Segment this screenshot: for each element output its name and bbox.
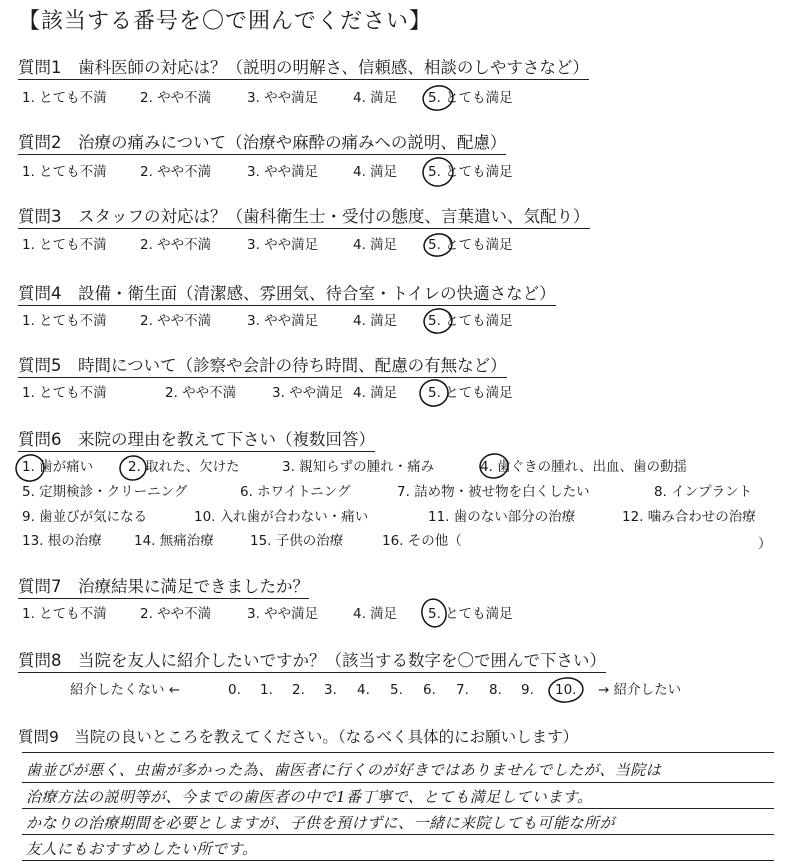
q6-option-16[interactable]: 16. その他（	[382, 533, 462, 549]
q1-option-3[interactable]: 3. やや満足	[247, 90, 319, 106]
q3-option-4[interactable]: 4. 満足	[353, 237, 398, 253]
q2-option-5[interactable]: 5. とても満足	[428, 164, 513, 180]
q6-option-3[interactable]: 3. 親知らずの腫れ・痛み	[282, 459, 435, 475]
q9-answer-line-2: 治療方法の説明等が、今までの歯医者の中で1番丁寧で、とても満足しています。	[26, 788, 593, 806]
q6-option-14[interactable]: 14. 無痛治療	[134, 533, 214, 549]
q8-right-label: → 紹介したい	[598, 682, 682, 698]
q6-option-10[interactable]: 10. 入れ歯が合わない・痛い	[194, 509, 369, 525]
q5-option-5[interactable]: 5. とても満足	[428, 385, 513, 401]
q8-scale-8[interactable]: 8.	[489, 682, 502, 698]
q8-scale-4[interactable]: 4.	[357, 682, 370, 698]
q2-option-1[interactable]: 1. とても不満	[22, 164, 107, 180]
q9-answer-line-4: 友人にもおすすめしたい所です。	[26, 840, 258, 858]
q3-option-5[interactable]: 5. とても満足	[428, 237, 513, 253]
question-2-label: 質問2 治療の痛みについて（治療や麻酔の痛みへの説明、配慮）	[18, 133, 506, 155]
q6-option-15[interactable]: 15. 子供の治療	[250, 533, 344, 549]
question-9-label: 質問9 当院の良いところを教えてください。（なるべく具体的にお願いします）	[18, 728, 579, 746]
question-4-label: 質問4 設備・衛生面（清潔感、雰囲気、待合室・トイレの快適さなど）	[18, 284, 556, 306]
q8-scale-6[interactable]: 6.	[423, 682, 436, 698]
q2-option-3[interactable]: 3. やや満足	[247, 164, 319, 180]
q1-option-1[interactable]: 1. とても不満	[22, 90, 107, 106]
answer-line-divider	[22, 782, 774, 783]
q8-scale-7[interactable]: 7.	[456, 682, 469, 698]
q4-option-1[interactable]: 1. とても不満	[22, 313, 107, 329]
q5-option-4[interactable]: 4. 満足	[353, 385, 398, 401]
answer-line-divider	[22, 860, 774, 861]
question-5-label: 質問5 時間について（診察や会計の待ち時間、配慮の有無など）	[18, 356, 507, 378]
question-6-label: 質問6 来院の理由を教えて下さい（複数回答）	[18, 430, 375, 452]
q9-answer-line-3: かなりの治療期間を必要としますが、子供を預けずに、一緒に来院しても可能な所が	[26, 814, 616, 832]
q2-option-4[interactable]: 4. 満足	[353, 164, 398, 180]
question-7-label: 質問7 治療結果に満足できましたか？	[18, 577, 309, 599]
q7-option-4[interactable]: 4. 満足	[353, 606, 398, 622]
q8-scale-5[interactable]: 5.	[390, 682, 403, 698]
q8-scale-1[interactable]: 1.	[260, 682, 273, 698]
q7-option-1[interactable]: 1. とても不満	[22, 606, 107, 622]
q4-option-3[interactable]: 3. やや満足	[247, 313, 319, 329]
q6-option-8[interactable]: 8. インプラント	[654, 484, 753, 500]
q8-scale-0[interactable]: 0.	[228, 682, 241, 698]
q3-option-1[interactable]: 1. とても不満	[22, 237, 107, 253]
q6-option-13[interactable]: 13. 根の治療	[22, 533, 102, 549]
question-1-label: 質問1 歯科医師の対応は？（説明の明解さ、信頼感、相談のしやすさなど）	[18, 58, 589, 80]
q7-option-5[interactable]: 5. とても満足	[428, 606, 513, 622]
q8-scale-9[interactable]: 9.	[521, 682, 534, 698]
q6-option-6[interactable]: 6. ホワイトニング	[240, 484, 351, 500]
q2-option-2[interactable]: 2. やや不満	[140, 164, 212, 180]
question-3-label: 質問3 スタッフの対応は？（歯科衛生士・受付の態度、言葉遣い、気配り）	[18, 207, 590, 229]
q3-option-3[interactable]: 3. やや満足	[247, 237, 319, 253]
q8-left-label: 紹介したくない ←	[70, 682, 181, 698]
q6-option-2[interactable]: 2. 取れた、欠けた	[128, 459, 240, 475]
q6-option-4[interactable]: 4. 歯ぐきの腫れ、出血、歯の動揺	[480, 459, 687, 475]
q5-option-2[interactable]: 2. やや不満	[165, 385, 237, 401]
answer-line-divider	[22, 752, 774, 753]
q5-option-1[interactable]: 1. とても不満	[22, 385, 107, 401]
q6-option-5[interactable]: 5. 定期検診・クリーニング	[22, 484, 188, 500]
q3-option-2[interactable]: 2. やや不満	[140, 237, 212, 253]
q6-option-1[interactable]: 1. 歯が痛い	[22, 459, 94, 475]
q4-option-2[interactable]: 2. やや不満	[140, 313, 212, 329]
q4-option-4[interactable]: 4. 満足	[353, 313, 398, 329]
q6-option-12[interactable]: 12. 噛み合わせの治療	[622, 509, 756, 525]
answer-line-divider	[22, 834, 774, 835]
q1-option-2[interactable]: 2. やや不満	[140, 90, 212, 106]
question-8-label: 質問8 当院を友人に紹介したいですか？（該当する数字を〇で囲んで下さい）	[18, 651, 606, 673]
q1-option-4[interactable]: 4. 満足	[353, 90, 398, 106]
page-title: 【該当する番号を〇で囲んでください】	[18, 9, 433, 34]
q7-option-3[interactable]: 3. やや満足	[247, 606, 319, 622]
q4-option-5[interactable]: 5. とても満足	[428, 313, 513, 329]
q8-scale-10[interactable]: 10.	[555, 682, 577, 698]
q9-answer-line-1: 歯並びが悪く、虫歯が多かった為、歯医者に行くのが好きではありませんでしたが、当院は	[26, 761, 662, 779]
q1-option-5[interactable]: 5. とても満足	[428, 90, 513, 106]
answer-line-divider	[22, 808, 774, 809]
q6-option-9[interactable]: 9. 歯並びが気になる	[22, 509, 148, 525]
q7-option-2[interactable]: 2. やや不満	[140, 606, 212, 622]
q6-option-11[interactable]: 11. 歯のない部分の治療	[428, 509, 576, 525]
q6-option-7[interactable]: 7. 詰め物・被せ物を白くしたい	[397, 484, 590, 500]
q6-other-close-paren: ）	[758, 536, 772, 552]
q5-option-3[interactable]: 3. やや満足	[272, 385, 344, 401]
q8-scale-2[interactable]: 2.	[292, 682, 305, 698]
q8-scale-3[interactable]: 3.	[324, 682, 337, 698]
